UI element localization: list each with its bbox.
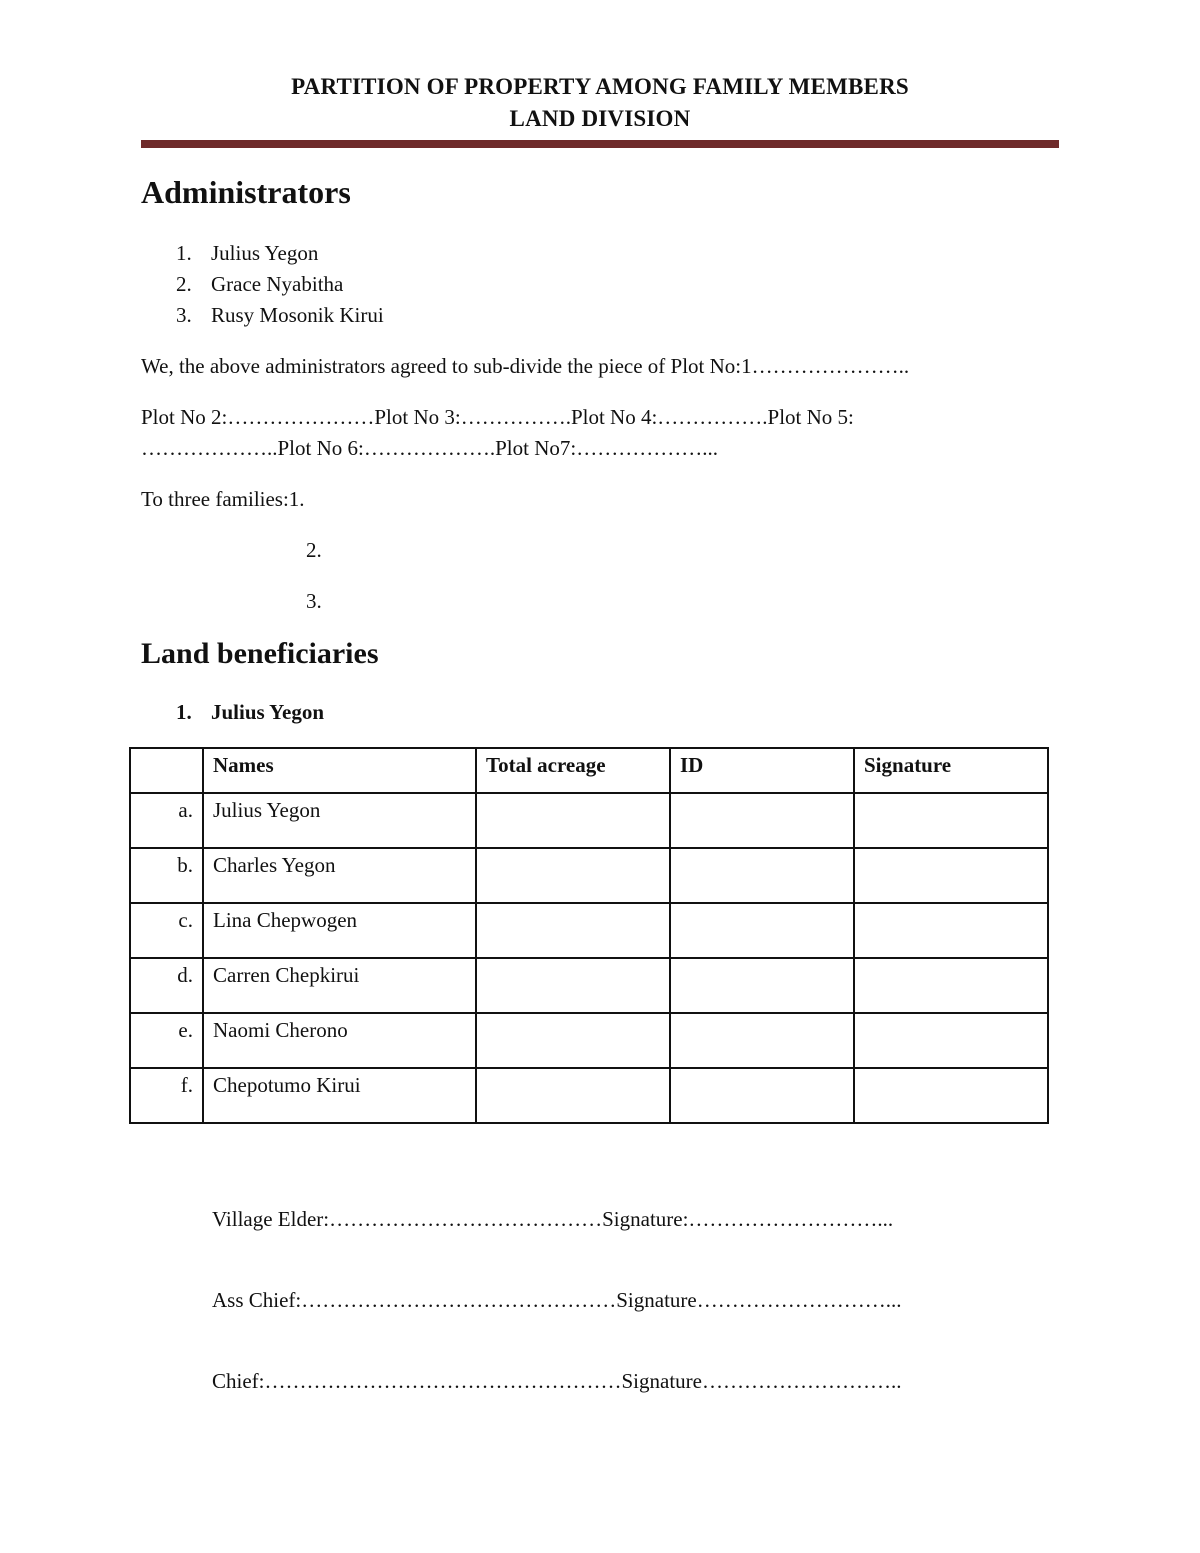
- header-rule: [141, 140, 1059, 148]
- beneficiary-name: Naomi Cherono: [203, 1013, 476, 1068]
- row-letter: b.: [130, 848, 203, 903]
- administrator-name: Julius Yegon: [211, 241, 319, 265]
- administrator-item: [176, 303, 384, 328]
- acreage-cell: [476, 793, 670, 848]
- column-header-id: ID: [670, 748, 854, 793]
- beneficiary-name: Chepotumo Kirui: [203, 1068, 476, 1123]
- administrators-heading: Administrators: [141, 174, 351, 210]
- row-letter: e.: [130, 1013, 203, 1068]
- row-letter: d.: [130, 958, 203, 1013]
- id-cell: [670, 958, 854, 1013]
- beneficiary-name: Julius Yegon: [203, 793, 476, 848]
- table-header-row: [130, 748, 1048, 793]
- signature-cell: [854, 848, 1048, 903]
- beneficiaries-heading: Land beneficiaries: [141, 637, 379, 670]
- village-elder-signature-line: Village Elder:…………………………………Signature:………………………...: [212, 1207, 894, 1231]
- id-cell: [670, 1013, 854, 1068]
- column-header-names: Names: [203, 748, 476, 793]
- document-subtitle: LAND DIVISION: [509, 106, 691, 131]
- signature-cell: [854, 1013, 1048, 1068]
- table-row: [130, 848, 1048, 903]
- acreage-cell: [476, 1068, 670, 1123]
- family-heading: [176, 700, 324, 725]
- administrator-item: [176, 241, 318, 266]
- families-intro: To three families:1.: [141, 487, 305, 511]
- administrator-name: Rusy Mosonik Kirui: [211, 303, 384, 327]
- table-row: [130, 958, 1048, 1013]
- plots-line-1: Plot No 2:…………………Plot No 3:…………….Plot No 4:…………….Plot No 5:: [141, 405, 854, 429]
- acreage-cell: [476, 958, 670, 1013]
- family-number: 2.: [306, 538, 322, 562]
- id-cell: [670, 793, 854, 848]
- id-cell: [670, 1068, 854, 1123]
- id-cell: [670, 903, 854, 958]
- id-cell: [670, 848, 854, 903]
- acreage-cell: [476, 848, 670, 903]
- signature-cell: [854, 903, 1048, 958]
- ass-chief-signature-line: Ass Chief:………………………………………Signature………………………...: [212, 1288, 902, 1312]
- row-letter: f.: [130, 1068, 203, 1123]
- signature-cell: [854, 958, 1048, 1013]
- acreage-cell: [476, 903, 670, 958]
- column-header-signature: Signature: [854, 748, 1048, 793]
- administrator-number: 3.: [176, 303, 192, 327]
- column-header-acreage: Total acreage: [476, 748, 670, 793]
- signature-cell: [854, 1068, 1048, 1123]
- beneficiary-name: Charles Yegon: [203, 848, 476, 903]
- table-row: [130, 1068, 1048, 1123]
- table-row: [130, 793, 1048, 848]
- family-number: 3.: [306, 589, 322, 613]
- acreage-cell: [476, 1013, 670, 1068]
- chief-signature-line: Chief:……………………………………………Signature………………………..: [212, 1369, 902, 1393]
- administrator-name: Grace Nyabitha: [211, 272, 344, 296]
- row-letter: a.: [130, 793, 203, 848]
- table-row: [130, 1013, 1048, 1068]
- signature-cell: [854, 793, 1048, 848]
- administrator-number: 2.: [176, 272, 192, 296]
- agreement-text: We, the above administrators agreed to sub-divide the piece of Plot No:1…………………..: [141, 354, 910, 378]
- column-header-index: [130, 748, 203, 793]
- document-title: PARTITION OF PROPERTY AMONG FAMILY MEMBERS: [291, 74, 909, 99]
- beneficiary-name: Carren Chepkirui: [203, 958, 476, 1013]
- beneficiary-name: Lina Chepwogen: [203, 903, 476, 958]
- plots-line-2: ………………..Plot No 6:……………….Plot No7:………………...: [141, 436, 718, 460]
- row-letter: c.: [130, 903, 203, 958]
- beneficiaries-table: [129, 747, 1049, 1124]
- family-heading-name: Julius Yegon: [211, 700, 325, 724]
- administrator-item: [176, 272, 343, 297]
- table-row: [130, 903, 1048, 958]
- administrator-number: 1.: [176, 241, 192, 265]
- family-heading-number: 1.: [176, 700, 192, 724]
